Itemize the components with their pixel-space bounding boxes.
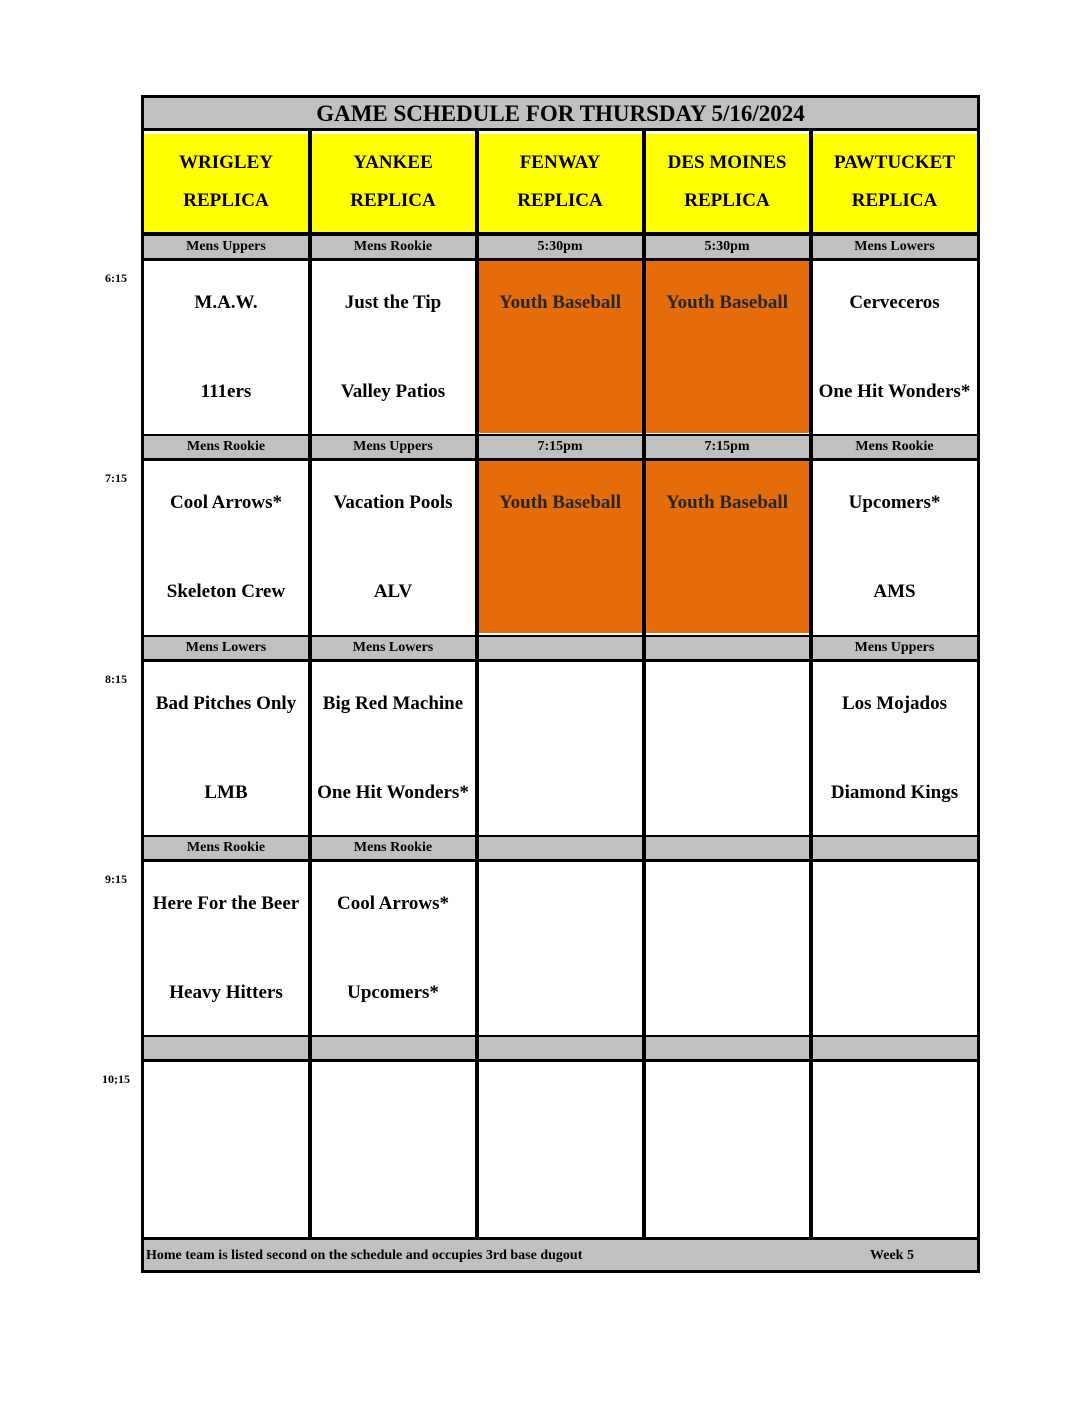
away-team-slot [478,479,642,527]
away-team: Los Mojados [841,692,948,714]
home-team-slot [812,1164,977,1222]
away-team-slot [812,880,977,928]
home-team-slot [812,964,977,1022]
away-team: Youth Baseball [666,291,788,313]
game-cell [645,662,809,834]
away-team: M.A.W. [194,291,258,313]
home-team-slot [478,363,642,421]
away-team: Bad Pitches Only [155,692,297,714]
home-team: Upcomers* [347,981,439,1003]
away-team-slot [144,680,308,728]
home-team-slot [311,363,475,421]
youth-baseball-block [645,261,809,433]
away-team: Cool Arrows* [336,892,450,914]
game-cell [144,662,308,834]
game-cell [144,862,308,1034]
game-cell [645,1062,809,1234]
away-team: Youth Baseball [666,491,788,513]
division-label [311,1035,475,1062]
home-team-slot [144,363,308,421]
time-label: 9:15 [105,872,127,886]
home-team: One Hit Wonders* [317,781,469,803]
field-type: REPLICA [183,190,269,211]
division-label: Mens Uppers [144,234,308,261]
time-label: 7:15 [105,471,127,485]
footer-bar [144,1237,977,1270]
home-team-slot [812,563,977,621]
away-team: Upcomers* [848,491,941,513]
division-label: Mens Uppers [812,635,977,662]
away-team-slot [478,1080,642,1128]
home-team: LMB [204,781,248,803]
youth-baseball-block [645,461,809,633]
home-team: Diamond Kings [830,781,959,803]
home-team-slot [645,563,809,621]
footer-note: Home team is listed second on the schedule and occupies 3rd base dugout [146,1248,583,1263]
division-label: Mens Uppers [311,434,475,461]
game-cell [311,1062,475,1234]
game-cell [645,862,809,1034]
time-label: 6:15 [105,271,127,285]
away-team-slot [812,680,977,728]
away-team-slot [144,479,308,527]
away-team: Youth Baseball [499,291,621,313]
field-name: DES MOINES [667,152,787,173]
home-team-slot [311,1164,475,1222]
game-cell [812,261,977,433]
away-team: Here For the Beer [152,892,300,914]
division-label: 5:30pm [478,234,642,261]
away-team-slot [311,479,475,527]
away-team: Youth Baseball [499,491,621,513]
away-team-slot [812,479,977,527]
division-label [645,835,809,862]
home-team: 111ers [200,380,252,402]
away-team-slot [645,479,809,527]
time-label: 10;15 [102,1072,130,1086]
division-label [645,1035,809,1062]
away-team-slot [478,279,642,327]
game-cell [311,461,475,633]
away-team-slot [144,1080,308,1128]
game-cell [812,1062,977,1234]
home-team-slot [812,764,977,822]
home-team: One Hit Wonders* [818,380,971,402]
home-team-slot [478,1164,642,1222]
home-team-slot [144,964,308,1022]
home-team: Skeleton Crew [166,580,286,602]
away-team-slot [311,880,475,928]
home-team-slot [645,764,809,822]
division-label: Mens Lowers [144,635,308,662]
division-label: Mens Rookie [144,835,308,862]
away-team-slot [812,279,977,327]
youth-baseball-block [478,261,642,433]
column-divider [308,131,312,1237]
away-team-slot [311,1080,475,1128]
youth-baseball-block [478,461,642,633]
division-label [478,635,642,662]
time-label: 8:15 [105,672,127,686]
field-header [812,134,977,234]
week-label: Week 5 [870,1248,914,1263]
column-divider [642,131,646,1237]
home-team-slot [144,1164,308,1222]
division-label: Mens Rookie [311,835,475,862]
division-label [812,1035,977,1062]
away-team-slot [144,880,308,928]
game-cell [478,862,642,1034]
field-header [645,134,809,234]
game-cell [478,1062,642,1234]
home-team: AMS [873,580,916,602]
game-cell [812,862,977,1034]
division-label: 7:15pm [645,434,809,461]
page-title: GAME SCHEDULE FOR THURSDAY 5/16/2024 [144,98,977,131]
home-team-slot [645,964,809,1022]
away-team-slot [645,880,809,928]
division-label: Mens Rookie [144,434,308,461]
home-team-slot [478,563,642,621]
home-team: Valley Patios [340,380,446,402]
game-cell [311,862,475,1034]
division-label: 7:15pm [478,434,642,461]
field-type: REPLICA [517,190,603,211]
field-name: YANKEE [353,152,433,173]
away-team-slot [311,680,475,728]
home-team-slot [311,764,475,822]
away-team-slot [645,1080,809,1128]
home-team: Heavy Hitters [169,981,283,1003]
away-team: Just the Tip [344,291,442,313]
game-cell [144,261,308,433]
home-team-slot [144,563,308,621]
away-team: Cerveceros [849,291,940,313]
home-team-slot [144,764,308,822]
away-team: Big Red Machine [322,692,464,714]
home-team-slot [645,1164,809,1222]
away-team-slot [478,880,642,928]
field-name: FENWAY [519,152,601,173]
game-cell [311,261,475,433]
away-team-slot [478,680,642,728]
field-type: REPLICA [684,190,770,211]
field-name: WRIGLEY [179,152,273,173]
home-team-slot [645,363,809,421]
field-type: REPLICA [350,190,436,211]
game-cell [144,461,308,633]
field-type: REPLICA [851,190,938,211]
division-label: Mens Lowers [311,635,475,662]
away-team-slot [144,279,308,327]
home-team-slot [478,964,642,1022]
away-team-slot [311,279,475,327]
column-divider [809,131,813,1237]
column-divider [475,131,479,1237]
division-label [478,1035,642,1062]
field-header [144,134,308,234]
field-header [311,134,475,234]
game-cell [812,461,977,633]
home-team-slot [311,563,475,621]
division-label [645,635,809,662]
game-cell [812,662,977,834]
division-label: Mens Rookie [311,234,475,261]
home-team-slot [812,363,977,421]
game-cell [478,662,642,834]
away-team-slot [812,1080,977,1128]
division-label: 5:30pm [645,234,809,261]
division-label [478,835,642,862]
division-label [812,835,977,862]
header-divider [144,232,977,235]
game-cell [311,662,475,834]
game-cell [144,1062,308,1234]
field-header [478,134,642,234]
division-label [144,1035,308,1062]
home-team-slot [478,764,642,822]
home-team-slot [311,964,475,1022]
home-team: ALV [373,580,413,602]
division-label: Mens Rookie [812,434,977,461]
division-label: Mens Lowers [812,234,977,261]
away-team-slot [645,680,809,728]
away-team: Cool Arrows* [169,491,283,513]
away-team: Vacation Pools [333,491,453,513]
away-team-slot [645,279,809,327]
field-name: PAWTUCKET [833,152,956,173]
